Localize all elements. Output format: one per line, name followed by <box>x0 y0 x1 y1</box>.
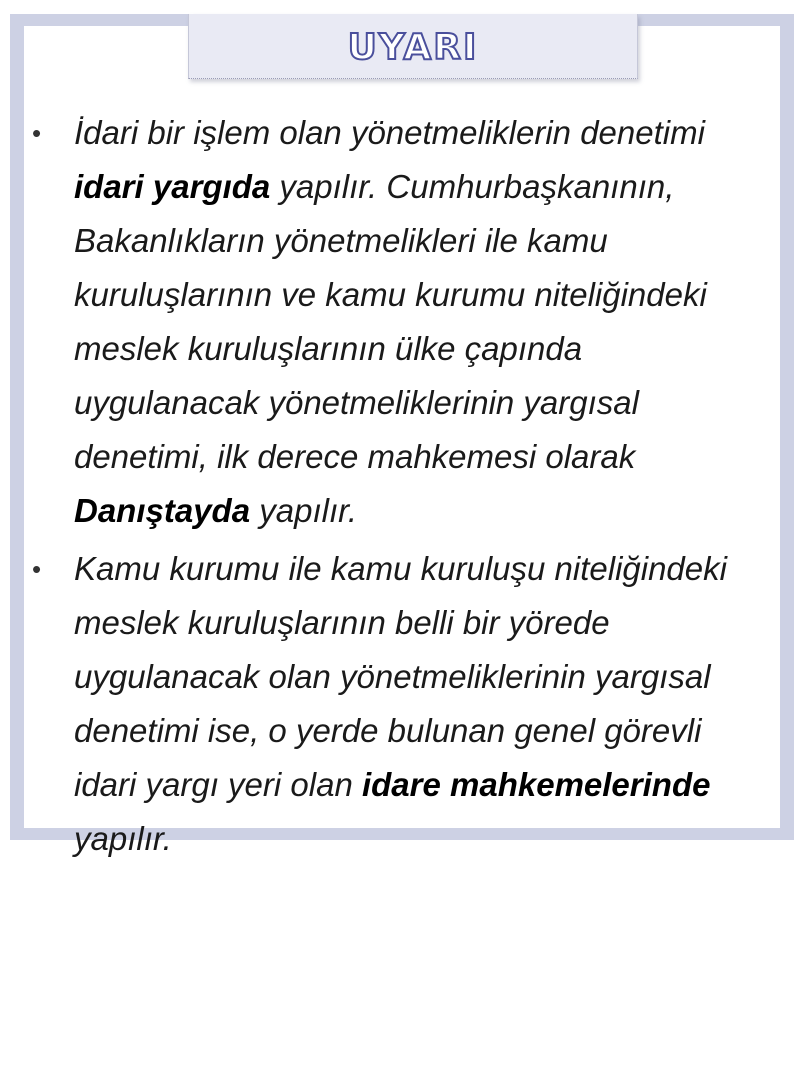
bullet-marker: • <box>32 554 42 584</box>
bullet-text: Kamu kurumu ile kamu kuruluşu niteliğindeki meslek kuruluşlarının belli bir yörede uygulanacak olan yönetmeliklerinin yargısal denetimi ise, o yerde bulunan genel görevli idari yargı yeri olan <box>74 550 727 803</box>
bullet-emphasis: idare mahkemelerinde <box>361 766 711 803</box>
title-tab <box>188 14 638 79</box>
bullet-emphasis: idari yargıda <box>74 168 271 205</box>
bullet-emphasis: Danıştayda <box>74 492 251 529</box>
bullet-marker: • <box>32 118 42 148</box>
warning-box <box>10 14 794 857</box>
bullet-text: yapılır. <box>74 820 172 857</box>
warning-content <box>24 26 780 857</box>
bullet-text: İdari bir işlem olan yönetmeliklerin denetimi <box>74 114 705 151</box>
bullet-text: yapılır. <box>250 492 358 529</box>
bullet-item <box>24 106 780 538</box>
bullet-list <box>24 106 780 870</box>
bullet-item <box>24 542 780 866</box>
warning-title: UYARI <box>347 27 479 68</box>
bullet-text: yapılır. Cumhurbaşkanının, Bakanlıkların yönetmelikleri ile kamu kuruluşlarının ve kamu kurumu niteliğindeki meslek kuruluşlarının ülke çapında uygulanacak yönetmeliklerinin yargısal denetimi, ilk derece mahkemesi olarak <box>74 168 707 475</box>
